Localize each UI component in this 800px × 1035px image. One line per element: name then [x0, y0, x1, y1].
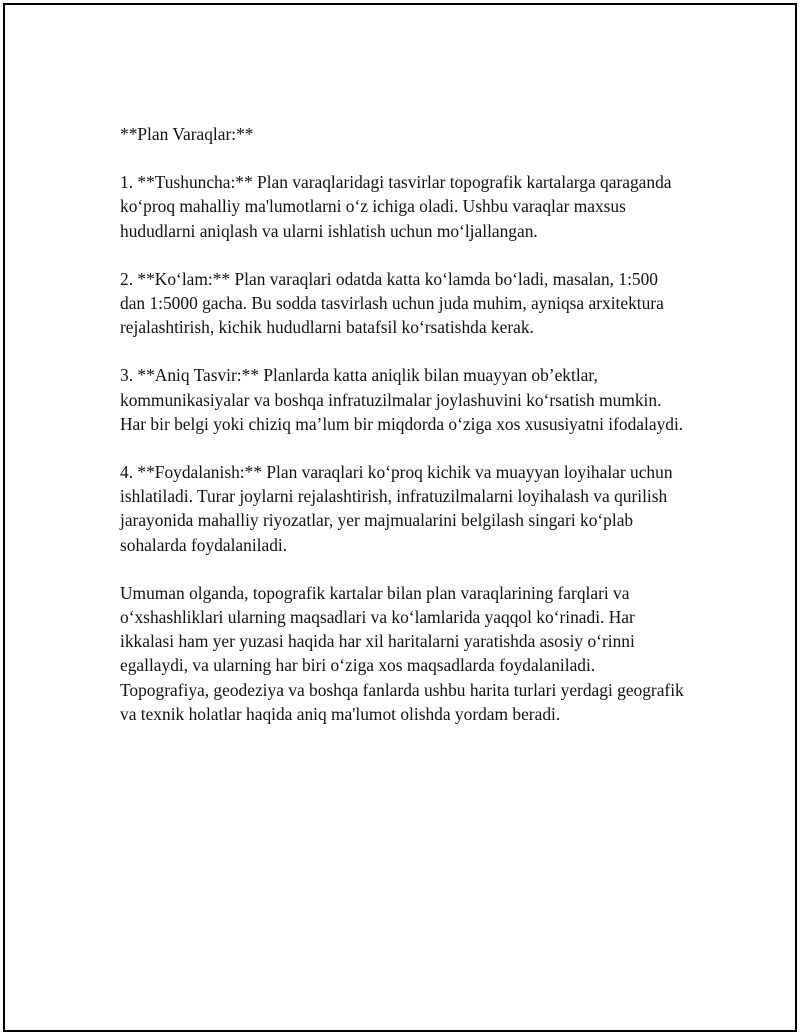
paragraph-aniq-tasvir: 3. **Aniq Tasvir:** Planlarda katta aniqlik bilan muayyan ob’ektlar, kommunikasiyalar va boshqa infratuzilmalar joylashuvini ko‘rsatish mumkin. Har bir belgi yoki chiziq ma’lum bir miqdorda o‘ziga xos xususiyatni ifodalaydi.	[120, 365, 684, 434]
document-heading: **Plan Varaqlar:**	[120, 124, 254, 144]
paragraph-kolam: 2. **Ko‘lam:** Plan varaqlari odatda katta ko‘lamda bo‘ladi, masalan, 1:500 dan 1:5000 gacha. Bu sodda tasvirlash uchun juda muhim, ayniqsa arxitektura rejalashtirish, kichik hududlarni batafsil ko‘rsatishda kerak.	[120, 268, 664, 338]
paragraph-foydalanish: 4. **Foydalanish:** Plan varaqlari ko‘proq kichik va muayyan loyihalar uchun ishlatiladi. Turar joylarni rejalashtirish, infratuzilmalarni loyihalash va qurilish jarayonida mahalliy riyozatlar, yer majmualarini belgilash singari ko‘plab sohalarda foydalaniladi.	[120, 462, 673, 555]
paragraph-tushuncha: 1. **Tushuncha:** Plan varaqlaridagi tasvirlar topografik kartalarga qaraganda ko‘proq mahalliy ma'lumotlarni o‘z ichiga oladi. Ushbu varaqlar maxsus hududlarni aniqlash va ularni ishlatish uchun mo‘ljallangan.	[120, 172, 672, 241]
document-page	[3, 3, 797, 1032]
paragraph-conclusion: Umuman olganda, topografik kartalar bilan plan varaqlarining farqlari va o‘xshashliklari ularning maqsadlari va ko‘lamlarida yaqqol ko‘rinadi. Har ikkalasi ham yer yuzasi haqida har xil haritalarni yaratishda asosiy o‘rinni egallaydi, va ularning har biri o‘ziga xos maqsadlarda foydalaniladi. Topografiya, geodeziya va boshqa fanlarda ushbu harita turlari yerdagi geografik va texnik holatlar haqida aniq ma'lumot olishda yordam beradi.	[120, 582, 684, 724]
document-body	[120, 122, 685, 726]
